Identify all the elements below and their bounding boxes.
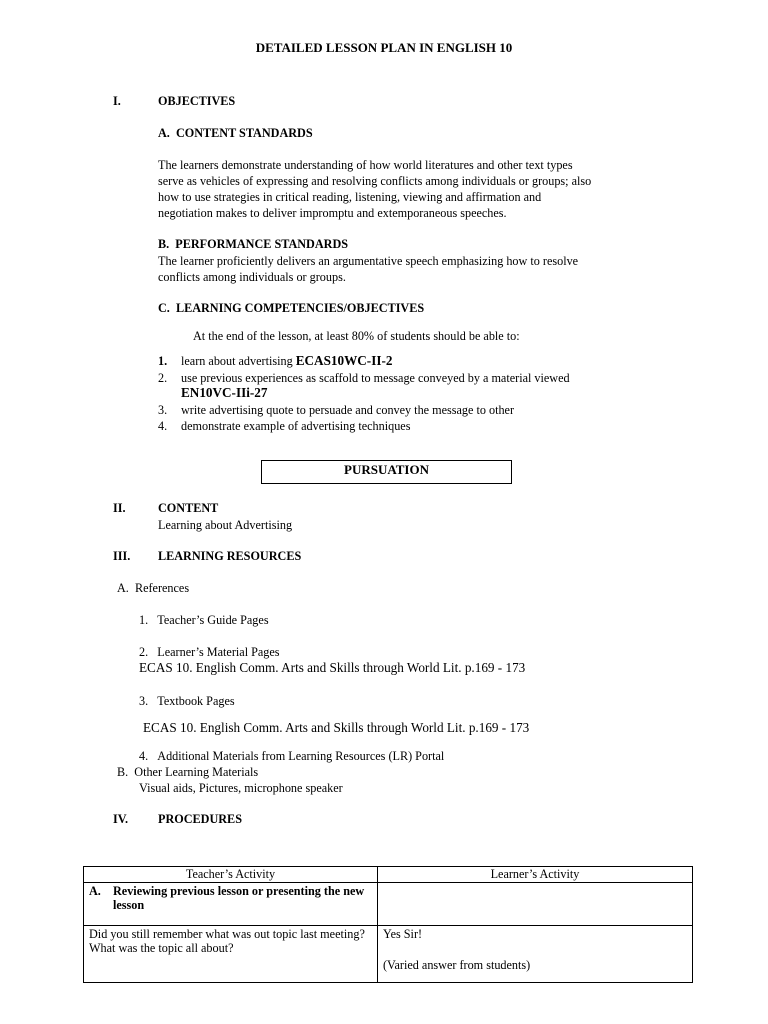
review-lesson-label: A.	[89, 884, 101, 898]
objective-number-1: 1.	[158, 354, 168, 368]
topic-box: PURSUATION	[261, 460, 512, 484]
teacher-question-1: Did you still remember what was out topic last meeting?	[89, 927, 365, 941]
section-number-objectives: I.	[113, 94, 121, 108]
procedures-table	[83, 866, 693, 983]
teacher-question-2: What was the topic all about?	[89, 941, 234, 955]
objective-text-3: write advertising quote to persuade and convey the message to other	[181, 403, 515, 417]
references-label: A. References	[117, 581, 190, 595]
learners-material-pages: 2. Learner’s Material Pages	[139, 645, 280, 659]
competencies-intro: At the end of the lesson, at least 80% of students should be able to:	[193, 329, 520, 343]
competencies-heading: C. LEARNING COMPETENCIES/OBJECTIVES	[158, 301, 425, 315]
content-standards-heading: A. CONTENT STANDARDS	[158, 126, 313, 140]
textbook-pages: 3. Textbook Pages	[139, 694, 235, 708]
section-heading-objectives: OBJECTIVES	[158, 94, 236, 108]
additional-materials: 4. Additional Materials from Learning Resources (LR) Portal	[139, 749, 445, 763]
teacher-activity-header: Teacher’s Activity	[84, 867, 378, 883]
objective-code-2: EN10VC-IIi-27	[181, 385, 268, 400]
objective-number-3: 3.	[158, 403, 168, 417]
performance-standards-heading: B. PERFORMANCE STANDARDS	[158, 237, 349, 251]
table-row	[84, 926, 693, 983]
objective-number-4: 4.	[158, 419, 168, 433]
empty-learner-cell	[378, 883, 693, 926]
section-heading-procedures: PROCEDURES	[158, 812, 242, 826]
content-text: Learning about Advertising	[158, 518, 293, 532]
objective-code-1: ECAS10WC-II-2	[295, 353, 393, 368]
section-number-procedures: IV.	[113, 812, 129, 826]
review-lesson-title: Reviewing previous lesson or presenting the new lesson	[113, 884, 365, 912]
other-materials-label: B. Other Learning Materials	[117, 765, 259, 779]
objective-text-2: use previous experiences as scaffold to message conveyed by a material viewed	[181, 371, 570, 385]
content-standards-line-2: serve as vehicles of expressing and resolving conflicts among individuals or groups; also	[158, 174, 592, 188]
content-standards-line-1: The learners demonstrate understanding of how world literatures and other text types	[158, 158, 573, 172]
objective-text-1: learn about advertising	[181, 354, 296, 368]
document-title: DETAILED LESSON PLAN IN ENGLISH 10	[255, 40, 513, 55]
learner-answer-1: Yes Sir!	[383, 927, 423, 941]
teachers-guide-pages: 1. Teacher’s Guide Pages	[139, 613, 269, 627]
objective-number-2: 2.	[158, 371, 168, 385]
other-materials-text: Visual aids, Pictures, microphone speaker	[139, 781, 343, 795]
teacher-questions-cell	[84, 926, 378, 983]
table-header-row	[84, 867, 693, 883]
section-number-content: II.	[113, 501, 126, 515]
objective-text-4: demonstrate example of advertising techniques	[181, 419, 411, 433]
section-heading-content: CONTENT	[158, 501, 219, 515]
review-lesson-cell	[84, 883, 378, 926]
textbook-detail: ECAS 10. English Comm. Arts and Skills through World Lit. p.169 - 173	[143, 720, 530, 735]
table-row	[84, 883, 693, 926]
learner-activity-header: Learner’s Activity	[378, 867, 693, 883]
section-heading-resources: LEARNING RESOURCES	[158, 549, 302, 563]
performance-standards-line-2: conflicts among individuals or groups.	[158, 270, 346, 284]
review-lesson-heading	[89, 884, 372, 912]
objective-item-1	[181, 353, 392, 369]
learner-answer-2: (Varied answer from students)	[383, 958, 531, 972]
section-number-resources: III.	[113, 549, 131, 563]
content-standards-line-4: negotiation makes to deliver impromptu and extemporaneous speeches.	[158, 206, 507, 220]
content-standards-line-3: how to use strategies in critical reading, listening, viewing and affirmation and	[158, 190, 542, 204]
learner-answers-cell	[378, 926, 693, 983]
performance-standards-line-1: The learner proficiently delivers an argumentative speech emphasizing how to resolve	[158, 254, 579, 268]
learners-material-detail: ECAS 10. English Comm. Arts and Skills through World Lit. p.169 - 173	[139, 660, 526, 675]
